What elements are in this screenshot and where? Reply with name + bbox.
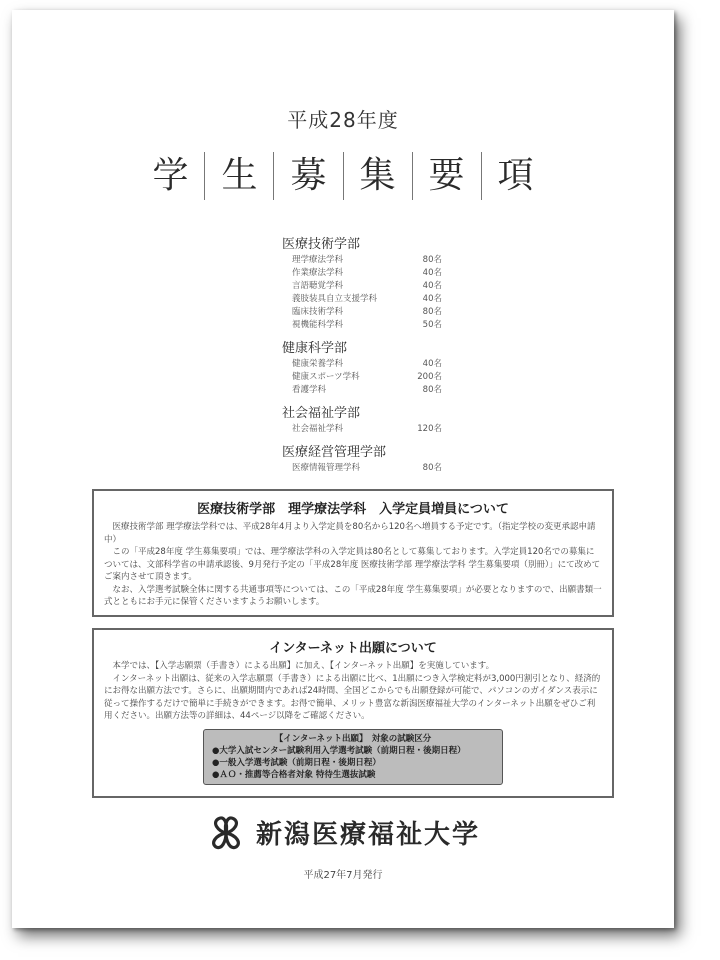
department-row <box>282 293 442 306</box>
department-row <box>282 358 442 371</box>
university-emblem-icon <box>206 815 246 851</box>
faculty-medical-technology <box>282 236 442 332</box>
faculty-list <box>282 236 442 483</box>
notice-paragraph: この「平成28年度 学生募集要項」では、理学療法学科の入学定員は80名として募集しております。入学定員120名での募集については、文部科学省の申請承認後、9月発行予定の「平成28年度 医療技術学部 理学療法学科 学生募集要項（別冊）」にて改めてご案内させて頂きます。 <box>104 547 601 582</box>
brochure-cover <box>12 10 674 928</box>
department-name: 理学療法学科 <box>292 255 344 265</box>
department-capacity: 40名 <box>422 359 442 369</box>
main-title-char: 生 <box>204 152 273 200</box>
department-row <box>282 423 442 436</box>
department-capacity: 80名 <box>422 255 442 265</box>
department-capacity: 80名 <box>422 463 442 473</box>
faculty-name: 医療経営管理学部 <box>282 445 387 460</box>
notice-paragraph: 本学では、【入学志願票（手書き）による出願】に加え、【インターネット出願】を実施しています。 <box>112 661 495 671</box>
department-row <box>282 384 442 397</box>
university-branding <box>12 814 674 851</box>
department-row <box>282 371 442 384</box>
department-name: 視機能科学科 <box>292 320 344 330</box>
department-name: 健康栄養学科 <box>292 359 344 369</box>
notice-paragraph: なお、入学選考試験全体に関する共通事項等については、この「平成28年度 学生募集要項」が必要となりますので、出願書類一式とともにお手元に保管くださいますようお願いします。 <box>104 584 602 607</box>
university-name: 新潟医療福祉大学 <box>255 820 480 850</box>
department-row <box>282 462 442 475</box>
notice-body <box>94 660 612 723</box>
department-name: 健康スポーツ学科 <box>292 372 360 382</box>
department-capacity: 40名 <box>422 268 442 278</box>
exam-category-panel <box>203 729 503 785</box>
issue-date: 平成27年7月発行 <box>303 870 383 881</box>
main-title-char: 学 <box>152 155 189 196</box>
department-capacity: 80名 <box>422 385 442 395</box>
notice-paragraph: インターネット出願は、従来の入学志願票（手書き）による出願に比べ、1出願につき入学検定料が3,000円割引となり、経済的にお得な出願方法です。さらに、出願期間内であれば24時間、全国どこからでも出願登録が可能で、パソコンのガイダンス表示に従って操作するだけで簡単に手続きができます。お得で簡単、メリット豊富な新潟医療福祉大学のインターネット出願をぜひご利用ください。出願方法等の詳細は、44ページ以降をご確認ください。 <box>104 673 601 721</box>
department-name: 社会福祉学科 <box>292 424 344 434</box>
faculty-social-welfare <box>282 405 442 436</box>
department-row <box>282 319 442 332</box>
faculty-health-science <box>282 340 442 397</box>
department-capacity: 120名 <box>417 424 442 434</box>
exam-item: ●大学入試センター試験利用入学選考試験（前期日程・後期日程） <box>212 745 466 756</box>
main-title-char: 要 <box>412 152 481 200</box>
department-name: 看護学科 <box>292 385 327 395</box>
faculty-name: 医療技術学部 <box>282 237 361 252</box>
main-title-char: 項 <box>481 152 550 200</box>
main-title <box>12 152 674 200</box>
faculty-name: 社会福祉学部 <box>282 406 361 421</box>
department-name: 義肢装具自立支援学科 <box>292 294 378 304</box>
notice-title: 医療技術学部 理学療法学科 入学定員増員について <box>197 502 509 517</box>
department-capacity: 50名 <box>422 320 442 330</box>
notice-body <box>94 521 612 609</box>
department-capacity: 80名 <box>422 307 442 317</box>
department-capacity: 40名 <box>422 281 442 291</box>
exam-item: ●一般入学選考試験（前期日程・後期日程） <box>212 757 381 768</box>
exam-panel-title: 【インターネット出願】 対象の試験区分 <box>274 733 432 744</box>
department-row <box>282 254 442 267</box>
internet-application-notice <box>92 628 614 798</box>
main-title-char: 集 <box>343 152 412 200</box>
exam-item: ●ＡＯ・推薦等合格者対象 特待生選抜試験 <box>212 769 376 780</box>
notice-paragraph: 医療技術学部 理学療法学科では、平成28年4月より入学定員を80名から120名へ増員する予定です。（指定学校の変更承認申請中） <box>104 522 596 545</box>
year-title: 平成28年度 <box>287 108 399 132</box>
department-name: 作業療法学科 <box>292 268 344 278</box>
department-name: 臨床技術学科 <box>292 307 344 317</box>
department-row <box>282 267 442 280</box>
department-capacity: 40名 <box>422 294 442 304</box>
department-row <box>282 280 442 293</box>
notice-title: インターネット出願について <box>269 641 437 656</box>
department-name: 医療情報管理学科 <box>292 463 361 473</box>
department-name: 言語聴覚学科 <box>292 281 344 291</box>
department-capacity: 200名 <box>417 372 442 382</box>
main-title-char: 募 <box>273 152 342 200</box>
capacity-increase-notice <box>92 489 614 617</box>
faculty-name: 健康科学部 <box>282 341 348 356</box>
faculty-medical-management <box>282 444 442 475</box>
department-row <box>282 306 442 319</box>
